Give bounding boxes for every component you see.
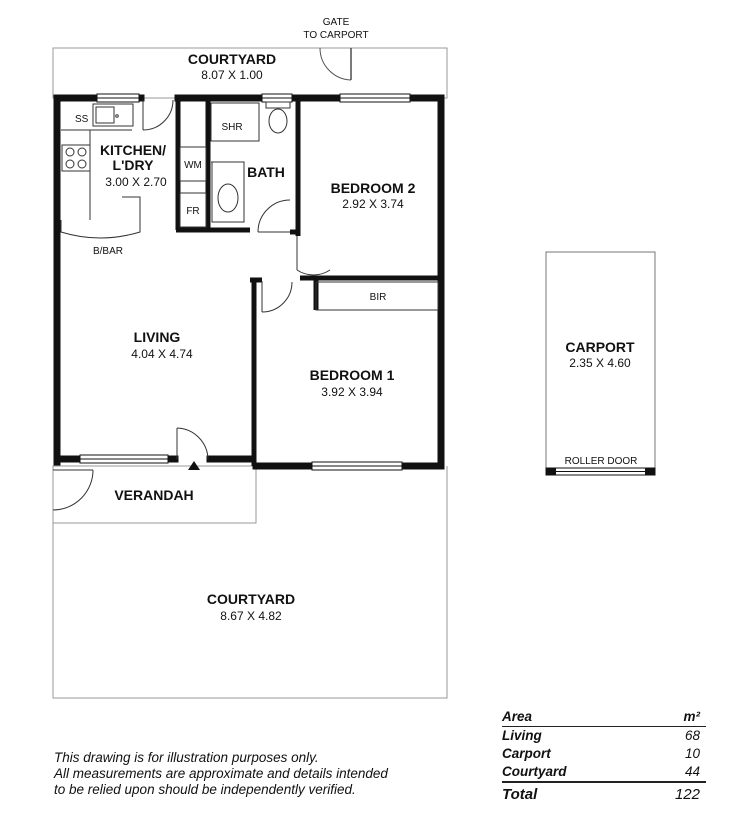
courtyard-top-name: COURTYARD (187, 51, 277, 67)
fr-label: FR (186, 206, 200, 217)
gate-label-line1: GATE (322, 17, 350, 28)
gate-door (320, 48, 351, 80)
disclaimer (54, 750, 388, 798)
vanity-outline (212, 162, 244, 222)
bedroom1-name: BEDROOM 1 (309, 367, 395, 383)
kitchen-name-line1: KITCHEN/ (99, 142, 167, 158)
bir-label: BIR (369, 292, 387, 303)
bath-name: BATH (247, 164, 285, 180)
bath-fixtures (211, 102, 290, 222)
carport-dims: 2.35 X 4.60 (569, 356, 631, 370)
area-table-header (502, 708, 706, 727)
basin-icon (218, 184, 238, 212)
living-dims: 4.04 X 4.74 (131, 347, 193, 361)
area-row-value: 68 (684, 728, 700, 743)
area-row (502, 745, 706, 763)
area-row (502, 727, 706, 745)
area-header-label: Area (502, 709, 533, 724)
disclaimer-line: This drawing is for illustration purposes only. (54, 750, 319, 765)
bedroom1-dims: 3.92 X 3.94 (321, 385, 383, 399)
gate-label-line2: TO CARPORT (303, 30, 369, 41)
cooktop-icon (62, 145, 90, 171)
area-row-label: Courtyard (502, 764, 567, 779)
roller-door-label: ROLLER DOOR (564, 456, 638, 467)
verandah-name: VERANDAH (114, 487, 194, 503)
kitchen-dims: 3.00 X 2.70 (105, 175, 167, 189)
living-name: LIVING (133, 329, 181, 345)
disclaimer-line: to be relied upon should be independently verified. (54, 782, 356, 797)
breakfast-bar (61, 197, 140, 238)
bedroom2-name: BEDROOM 2 (330, 180, 416, 196)
toilet-icon (266, 102, 290, 133)
disclaimer-line: All measurements are approximate and details intended (54, 766, 388, 781)
area-row (502, 763, 706, 781)
wm-label: WM (184, 160, 202, 171)
area-row-value: 10 (684, 746, 700, 761)
area-total-row (502, 781, 706, 805)
area-total-value: 122 (674, 786, 700, 803)
bedroom2-dims: 2.92 X 3.74 (342, 197, 404, 211)
courtyard-bottom-outline (53, 466, 447, 698)
area-row-value: 44 (684, 764, 700, 779)
shr-label: SHR (221, 122, 243, 133)
bbar-label: B/BAR (92, 246, 124, 257)
kitchen-name-line2: L'DRY (112, 157, 154, 173)
courtyard-bottom-dims: 8.67 X 4.82 (220, 609, 282, 623)
area-row-label: Living (502, 728, 542, 743)
area-row-label: Carport (502, 746, 551, 761)
area-total-label: Total (502, 786, 538, 803)
carport-name: CARPORT (565, 339, 635, 355)
area-table (502, 708, 706, 805)
ss-label: SS (75, 114, 89, 125)
area-header-unit: m² (683, 709, 700, 724)
courtyard-bottom-name: COURTYARD (206, 591, 296, 607)
courtyard-top-dims: 8.07 X 1.00 (201, 68, 263, 82)
